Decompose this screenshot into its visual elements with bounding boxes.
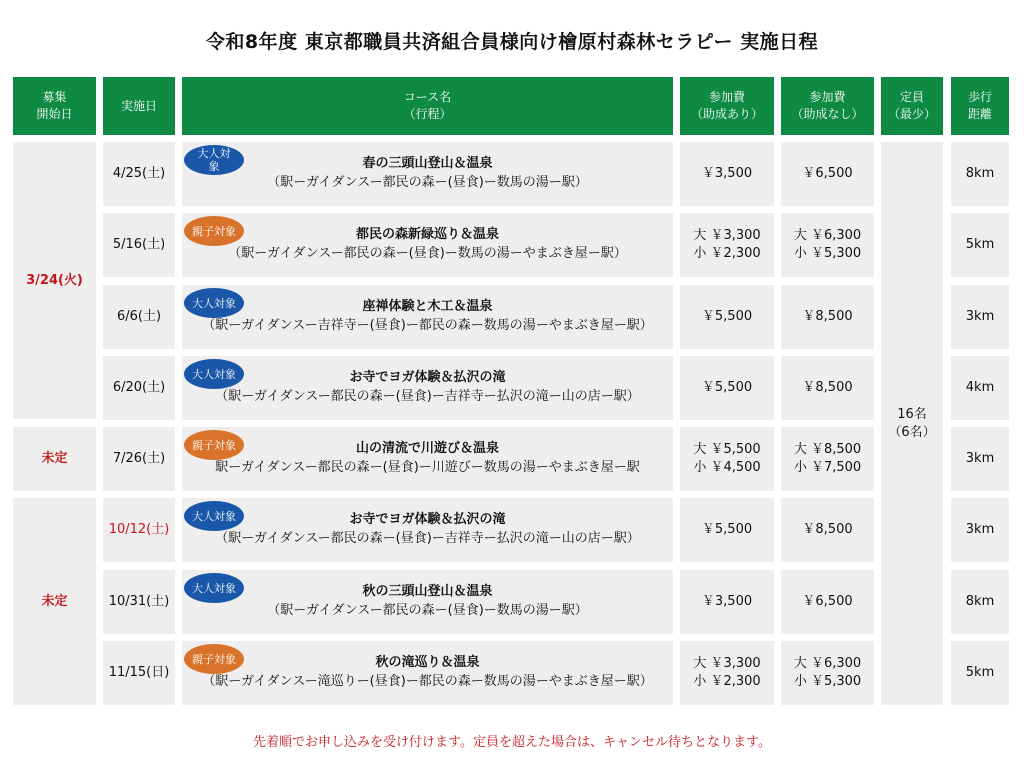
header-course: コース名 （行程） [182,77,673,135]
course-name: お寺でヨガ体験＆払沢の滝 [349,370,506,385]
row-3-date: 6/6(土) [103,285,175,349]
course-route: （駅ーガイダンスー都民の森ー(昼食)ー数馬の湯ー駅） [267,603,588,618]
course-name: 都民の森新緑巡り＆温泉 [355,227,499,242]
adult-badge: 大人対象 [184,288,244,318]
header-distance: 歩行 距離 [951,77,1009,135]
recruit-date-group-2: 未定 [13,427,96,491]
course-name: 秋の滝巡り＆温泉 [375,655,480,670]
row-6-fee-without: ￥8,500 [781,498,874,562]
row-1-distance: 8km [951,142,1009,206]
adult-badge: 大人対象 [184,359,244,389]
header-recruit: 募集 開始日 [13,77,96,135]
row-8-date: 11/15(日) [103,641,175,705]
row-5-distance: 3km [951,427,1009,491]
course-route: （駅ーガイダンスー滝巡りー(昼食)ー都民の森ー数馬の湯ーやまぶき屋ー駅） [202,674,653,689]
course-route: （駅ーガイダンスー都民の森ー(昼食)ー吉祥寺ー払沢の滝ー山の店ー駅） [215,389,640,404]
row-4-fee-with: ￥5,500 [680,356,774,420]
course-route: （駅ーガイダンスー都民の森ー(昼食)ー数馬の湯ー駅） [267,175,588,190]
recruit-date-group-1: 3/24(火) [13,142,96,419]
family-badge: 親子対象 [184,430,244,460]
row-4-course [182,356,673,420]
row-6-distance: 3km [951,498,1009,562]
row-1-fee-with: ￥3,500 [680,142,774,206]
row-5-date: 7/26(土) [103,427,175,491]
row-1-course [182,142,673,206]
header-fee-with: 参加費 （助成あり） [680,77,774,135]
row-5-fee-without: 大 ￥8,500 小 ￥7,500 [781,427,874,491]
row-7-date: 10/31(土) [103,570,175,634]
row-6-fee-with: ￥5,500 [680,498,774,562]
row-7-course [182,570,673,634]
course-route: （駅ーガイダンスー都民の森ー(昼食)ー数馬の湯ーやまぶき屋ー駅） [228,246,627,261]
row-4-date: 6/20(土) [103,356,175,420]
family-badge: 親子対象 [184,644,244,674]
adult-badge: 大人対象 [184,573,244,603]
row-2-fee-with: 大 ￥3,300 小 ￥2,300 [680,213,774,277]
row-6-date: 10/12(土) [103,498,175,562]
capacity-cell: 16名 （6名） [881,142,943,705]
row-3-fee-with: ￥5,500 [680,285,774,349]
course-name: 座禅体験と木工＆温泉 [362,299,493,314]
row-3-fee-without: ￥8,500 [781,285,874,349]
course-name: お寺でヨガ体験＆払沢の滝 [349,512,506,527]
row-2-distance: 5km [951,213,1009,277]
row-3-course [182,285,673,349]
family-badge: 親子対象 [184,216,244,246]
row-5-course [182,427,673,491]
course-name: 秋の三頭山登山＆温泉 [362,584,493,599]
header-date: 実施日 [103,77,175,135]
adult-badge: 大人対象 [184,501,244,531]
adult-badge: 大人対 象 [184,145,244,175]
header-capacity: 定員 （最少） [881,77,943,135]
row-7-fee-without: ￥6,500 [781,570,874,634]
row-6-course [182,498,673,562]
recruit-date-group-3: 未定 [13,498,96,705]
row-2-course [182,213,673,277]
row-1-fee-without: ￥6,500 [781,142,874,206]
row-2-date: 5/16(土) [103,213,175,277]
row-8-distance: 5km [951,641,1009,705]
row-1-date: 4/25(土) [103,142,175,206]
row-4-distance: 4km [951,356,1009,420]
row-3-distance: 3km [951,285,1009,349]
row-4-fee-without: ￥8,500 [781,356,874,420]
course-route: 駅ーガイダンスー都民の森ー(昼食)ー川遊びー数馬の湯ーやまぶき屋ー駅 [215,460,640,475]
row-8-fee-without: 大 ￥6,300 小 ￥5,300 [781,641,874,705]
course-name: 春の三頭山登山＆温泉 [362,156,493,171]
footer-note: 先着順でお申し込みを受け付けます。定員を超えた場合は、キャンセル待ちとなります。 [253,735,771,750]
row-7-fee-with: ￥3,500 [680,570,774,634]
row-8-course [182,641,673,705]
row-8-fee-with: 大 ￥3,300 小 ￥2,300 [680,641,774,705]
row-5-fee-with: 大 ￥5,500 小 ￥4,500 [680,427,774,491]
page-title: 令和8年度 東京都職員共済組合員様向け檜原村森林セラピー 実施日程 [205,31,819,53]
course-name: 山の清流で川遊び＆温泉 [355,441,499,456]
course-route: （駅ーガイダンスー吉祥寺ー(昼食)ー都民の森ー数馬の湯ーやまぶき屋ー駅） [202,318,653,333]
row-2-fee-without: 大 ￥6,300 小 ￥5,300 [781,213,874,277]
header-fee-without: 参加費 （助成なし） [781,77,874,135]
row-7-distance: 8km [951,570,1009,634]
course-route: （駅ーガイダンスー都民の森ー(昼食)ー吉祥寺ー払沢の滝ー山の店ー駅） [215,531,640,546]
